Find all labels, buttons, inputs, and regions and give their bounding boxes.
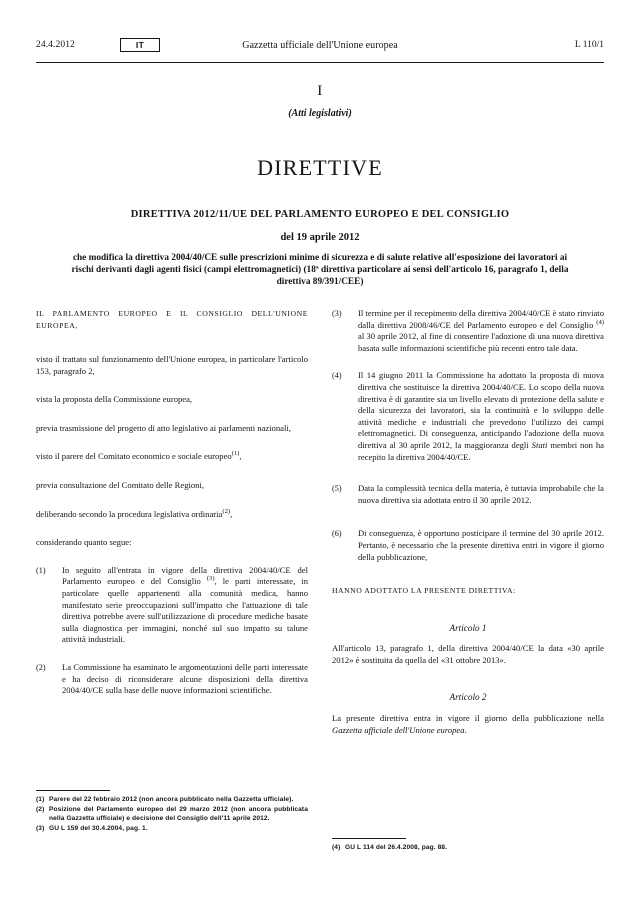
recital-4-text-part1: Il 14 giugno 2011 la Commissione ha adottato la proposta di nuova direttiva che sostituisce la direttiva 2004/40/CE. Lo scopo della nuova direttiva è di garantire sia un livello elevato di protezione della salute e della sicurezza dei lavoratori, sia la continuità e lo sviluppo delle attività mediche e industriali che prevedono l'utilizzo dei campi elettromagnetici. Di conseguenza, anticipando l'adozione della nuova direttiva al 30 aprile 2012, la maggioranza degli [358, 370, 604, 450]
body-column-left [36, 308, 308, 697]
recital-4-text-part2: membri non ha recepito la direttiva 2004/40/CE. [358, 439, 604, 462]
header-divider [36, 62, 604, 63]
footnote-ref-3: (3) [206, 575, 215, 583]
citation-4-end: , [239, 451, 242, 462]
recital-1 [36, 565, 308, 646]
recital-6 [332, 528, 604, 563]
recital-5-number: (5) [332, 484, 342, 494]
citation-7: considerando quanto segue: [36, 537, 132, 548]
citation-4 [36, 451, 308, 463]
section-title: DIRETTIVE [257, 155, 383, 180]
institutions-line: IL PARLAMENTO EUROPEO E IL CONSIGLIO DELL'UNIONE EUROPEA, [36, 309, 308, 330]
footnote-2 [36, 805, 308, 823]
language-code-box: IT [120, 38, 160, 52]
citation-5: previa consultazione del Comitato delle Regioni, [36, 479, 205, 490]
page-reference: L 110/1 [574, 40, 604, 50]
footnote-4 [332, 843, 604, 852]
article-2-body-part1: La presente direttiva entra in vigore il giorno della pubblicazione nella [332, 713, 604, 724]
act-subject: che modifica la direttiva 2004/40/CE sulle prescrizioni minime di sicurezza e di salute relative all'esposizione dei lavoratori ai rischi derivanti dagli agenti fisici (campi elettromagnetici) (18ª direttiva particolare ai sensi dell'articolo 16, paragrafo 1, della direttiva 89/391/CEE) [71, 253, 569, 288]
recital-3-text-part1: Il termine per il recepimento della direttiva 2004/40/CE è stato rinviato dalla direttiva 2008/46/CE del Parlamento europeo e del Consiglio [358, 308, 604, 330]
recital-3-text [358, 308, 604, 354]
footnote-1-text: Parere del 22 febbraio 2012 (non ancora pubblicato nella Gazzetta ufficiale). [49, 796, 294, 803]
footnote-ref-1: (1) [231, 450, 240, 458]
article-2-body [332, 713, 604, 736]
footnote-2-text: Posizione del Parlamento europeo del 29 marzo 2012 (non ancora pubblicata nella Gazzetta ufficiale) e decisione del Consiglio dell'11 aprile 2012. [49, 806, 308, 822]
article-1-heading: Articolo 1 [449, 622, 487, 633]
recital-4-emphasis: Stati [531, 439, 548, 450]
recital-5-text: Data la complessità tecnica della materia, è tuttavia improbabile che la nuova direttiva sia adottata entro il 30 aprile 2012. [358, 483, 604, 505]
footnotes-left [36, 790, 308, 833]
recital-4 [332, 370, 604, 463]
citation-3: previa trasmissione del progetto di atto legislativo ai parlamenti nazionali, [36, 422, 291, 433]
footnotes-right [332, 838, 604, 852]
recital-3-number: (3) [332, 309, 342, 318]
recital-1-text-part2: , le parti interessate, in particolare quelle appartenenti alla comunità medica, hanno manifestato serie preoccupazioni sull'impatto che l'attuazione di tale direttiva potrebbe avere sull'utilizzazione di procedure mediche basate sulla diagnostica per immagini, nonché sul suo impatto su talune attività industriali. [62, 576, 308, 645]
citation-6-end: , [230, 508, 233, 519]
recital-1-text [62, 565, 308, 646]
recital-4-number: (4) [332, 371, 342, 381]
footnote-separator-right [332, 838, 406, 839]
header-date: 24.4.2012 [36, 40, 75, 50]
recital-5 [332, 483, 604, 506]
adoption-clause: HANNO ADOTTATO LA PRESENTE DIRETTIVA: [332, 586, 516, 596]
footnote-1-mark: (1) [36, 796, 45, 803]
footnote-4-text: GU L 114 del 26.4.2008, pag. 88. [345, 844, 448, 851]
recital-1-text-part1: In seguito all'entrata in vigore della direttiva 2004/40/CE del Parlamento europeo e del Consiglio [62, 564, 308, 587]
citation-2: vista la proposta della Commissione europea, [36, 394, 193, 405]
article-1-body: All'articolo 13, paragrafo 1, della direttiva 2004/40/CE la data «30 aprile 2012» è sostituita da quella del «31 ottobre 2013». [332, 643, 604, 665]
recital-1-number: (1) [36, 565, 46, 575]
part-number: I [317, 83, 323, 99]
article-2-body-part2: . [464, 724, 467, 735]
footnote-4-mark: (4) [332, 844, 341, 851]
article-2-heading: Articolo 2 [449, 692, 487, 703]
recital-2-number: (2) [36, 662, 46, 672]
body-column-right [332, 308, 604, 736]
citation-1: visto il trattato sul funzionamento dell'Unione europea, in particolare l'articolo 153, paragrafo 2, [36, 354, 308, 376]
footnote-3 [36, 824, 308, 833]
recital-3 [332, 308, 604, 354]
citation-4-text: visto il parere del Comitato economico e sociale europeo [36, 451, 232, 462]
recital-6-number: (6) [332, 529, 342, 539]
recital-2-text: La Commissione ha esaminato le argomentazioni delle parti interessate e ha deciso di riconsiderare alcune disposizioni della direttiva 2004/40/CE sulla base delle nuove informazioni scientifiche. [62, 661, 308, 696]
act-title: DIRETTIVA 2012/11/UE DEL PARLAMENTO EUROPEO E DEL CONSIGLIO [130, 209, 510, 220]
article-2-journal-name: Gazzetta ufficiale dell'Unione europea [332, 724, 465, 735]
recital-6-text: Di conseguenza, è opportuno posticipare il termine del 30 aprile 2012. Pertanto, è necessario che la presente direttiva entri in vigore il giorno della pubblicazione, [358, 528, 604, 562]
footnote-ref-4: (4) [596, 318, 604, 326]
page-header [36, 38, 604, 58]
citation-6-text: deliberando secondo la procedura legislativa ordinaria [36, 508, 223, 519]
footnote-separator-left [36, 790, 110, 791]
footnote-3-mark: (3) [36, 825, 45, 832]
footnote-2-mark: (2) [36, 806, 45, 813]
footnote-ref-2: (2) [222, 507, 231, 515]
recital-4-text [358, 370, 604, 463]
journal-title: Gazzetta ufficiale dell'Unione europea [242, 40, 398, 51]
act-date: del 19 aprile 2012 [280, 232, 360, 243]
part-subtitle: (Atti legislativi) [288, 108, 352, 119]
recital-2 [36, 662, 308, 697]
footnote-1 [36, 795, 308, 804]
citation-6 [36, 509, 308, 521]
recital-3-text-part2: al 30 aprile 2012, al fine di consentire l'adozione di una nuova direttiva basata sulle informazioni scientifiche più recenti entro tale data. [358, 331, 604, 353]
footnote-3-text: GU L 159 del 30.4.2004, pag. 1. [49, 825, 148, 832]
